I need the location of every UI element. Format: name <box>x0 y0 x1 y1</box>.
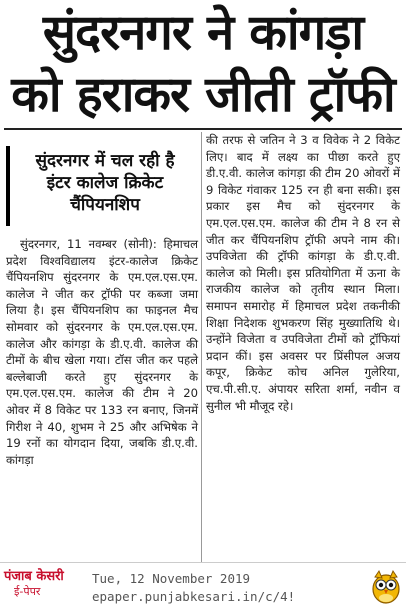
headline-rule <box>4 128 402 130</box>
subheadline-line-2: इंटर कालेज क्रिकेट <box>46 173 164 193</box>
headline-line-1: सुंदरनगर ने कांगड़ा <box>42 4 364 61</box>
column-divider <box>201 132 202 562</box>
logo-subtitle: ई-पेपर <box>14 585 41 598</box>
epaper-footer <box>0 562 406 609</box>
subheadline-box <box>6 146 200 226</box>
article-column-right <box>206 132 400 414</box>
punjab-kesari-logo[interactable] <box>4 569 80 605</box>
publish-date: Tue, 12 November 2019 <box>92 571 251 586</box>
subheadline-line-3: चैंपियनशिप <box>70 195 140 215</box>
headline <box>0 0 406 128</box>
owl-icon <box>370 569 402 605</box>
headline-line-2: को हराकर जीती ट्रॉफी <box>11 66 395 123</box>
article-right-text: की तरफ से जतिन ने 3 व विवेक ने 2 विकेट लिए। बाद में लक्ष्य का पीछा करते हुए डी.ए.वी. कालेज कांगड़ा की टीम 20 ओवरों में 9 विकेट गंवाकर 125 रन ही बना सकी। इस प्रकार इस मैच को सुंदरनगर के एम.एल.एस.एम. कालेज की टीम ने 8 रन से जीत कर चैंपियनशिप ट्रॉफी अपने नाम की। उपविजेता की ट्रॉफी कांगड़ा के डी.ए.वी. कालेज को मिली। इस प्रतियोगिता में ऊना के राजकीय कालेज को तृतीय स्थान मिला। समापन समारोह में हिमाचल प्रदेश तकनीकी शिक्षा निदेशक शुभकरण सिंह मुख्यातिथि थे। उन्होंने विजेता व उपविजेता टीमों को ट्रॉफियां प्रदान कीं। इस अवसर पर प्रिंसीपल अजय कपूर, क्रिकेट कोच अनिल गुलेरिया, एच.पी.सी.ए. अंपायर सरिता शर्मा, नवीन व सुनील भी मौजूद रहे। <box>206 133 400 413</box>
article-left-text: सुंदरनगर, 11 नवम्बर (सोनी): हिमाचल प्रदेश विश्वविद्यालय इंटर-कालेज क्रिकेट चैंपियनशिप सुंदरनगर के एम.एल.एस.एम. कालेज ने जीत कर ट्रॉफी पर कब्जा जमा लिया है। इस चैंपियनशिप का फाइनल मैच सोमवार को सुंदरनगर के एम.एल.एस.एम. कालेज और कांगड़ा के डी.ए.वी. कालेज की टीमों के बीच खेला गया। टॉस जीत कर पहले बल्लेबाजी करते हुए सुंदरनगर के एम.एल.एस.एम. कालेज की टीम ने 20 ओवर में 8 विकेट पर 133 रन बनाए, जिनमें गिरीश ने 40, शुभम ने 25 और अभिषेक ने 19 रनों का योगदान दिया, जबकि डी.ए.वी. कांगड़ा <box>6 237 198 467</box>
epaper-url-link[interactable]: epaper.punjabkesari.in/c/4! <box>92 589 296 604</box>
subheadline-line-1: सुंदरनगर में चल रही है <box>35 151 175 171</box>
article-column-left <box>6 236 198 468</box>
logo-name: पंजाब केसरी <box>4 569 64 584</box>
